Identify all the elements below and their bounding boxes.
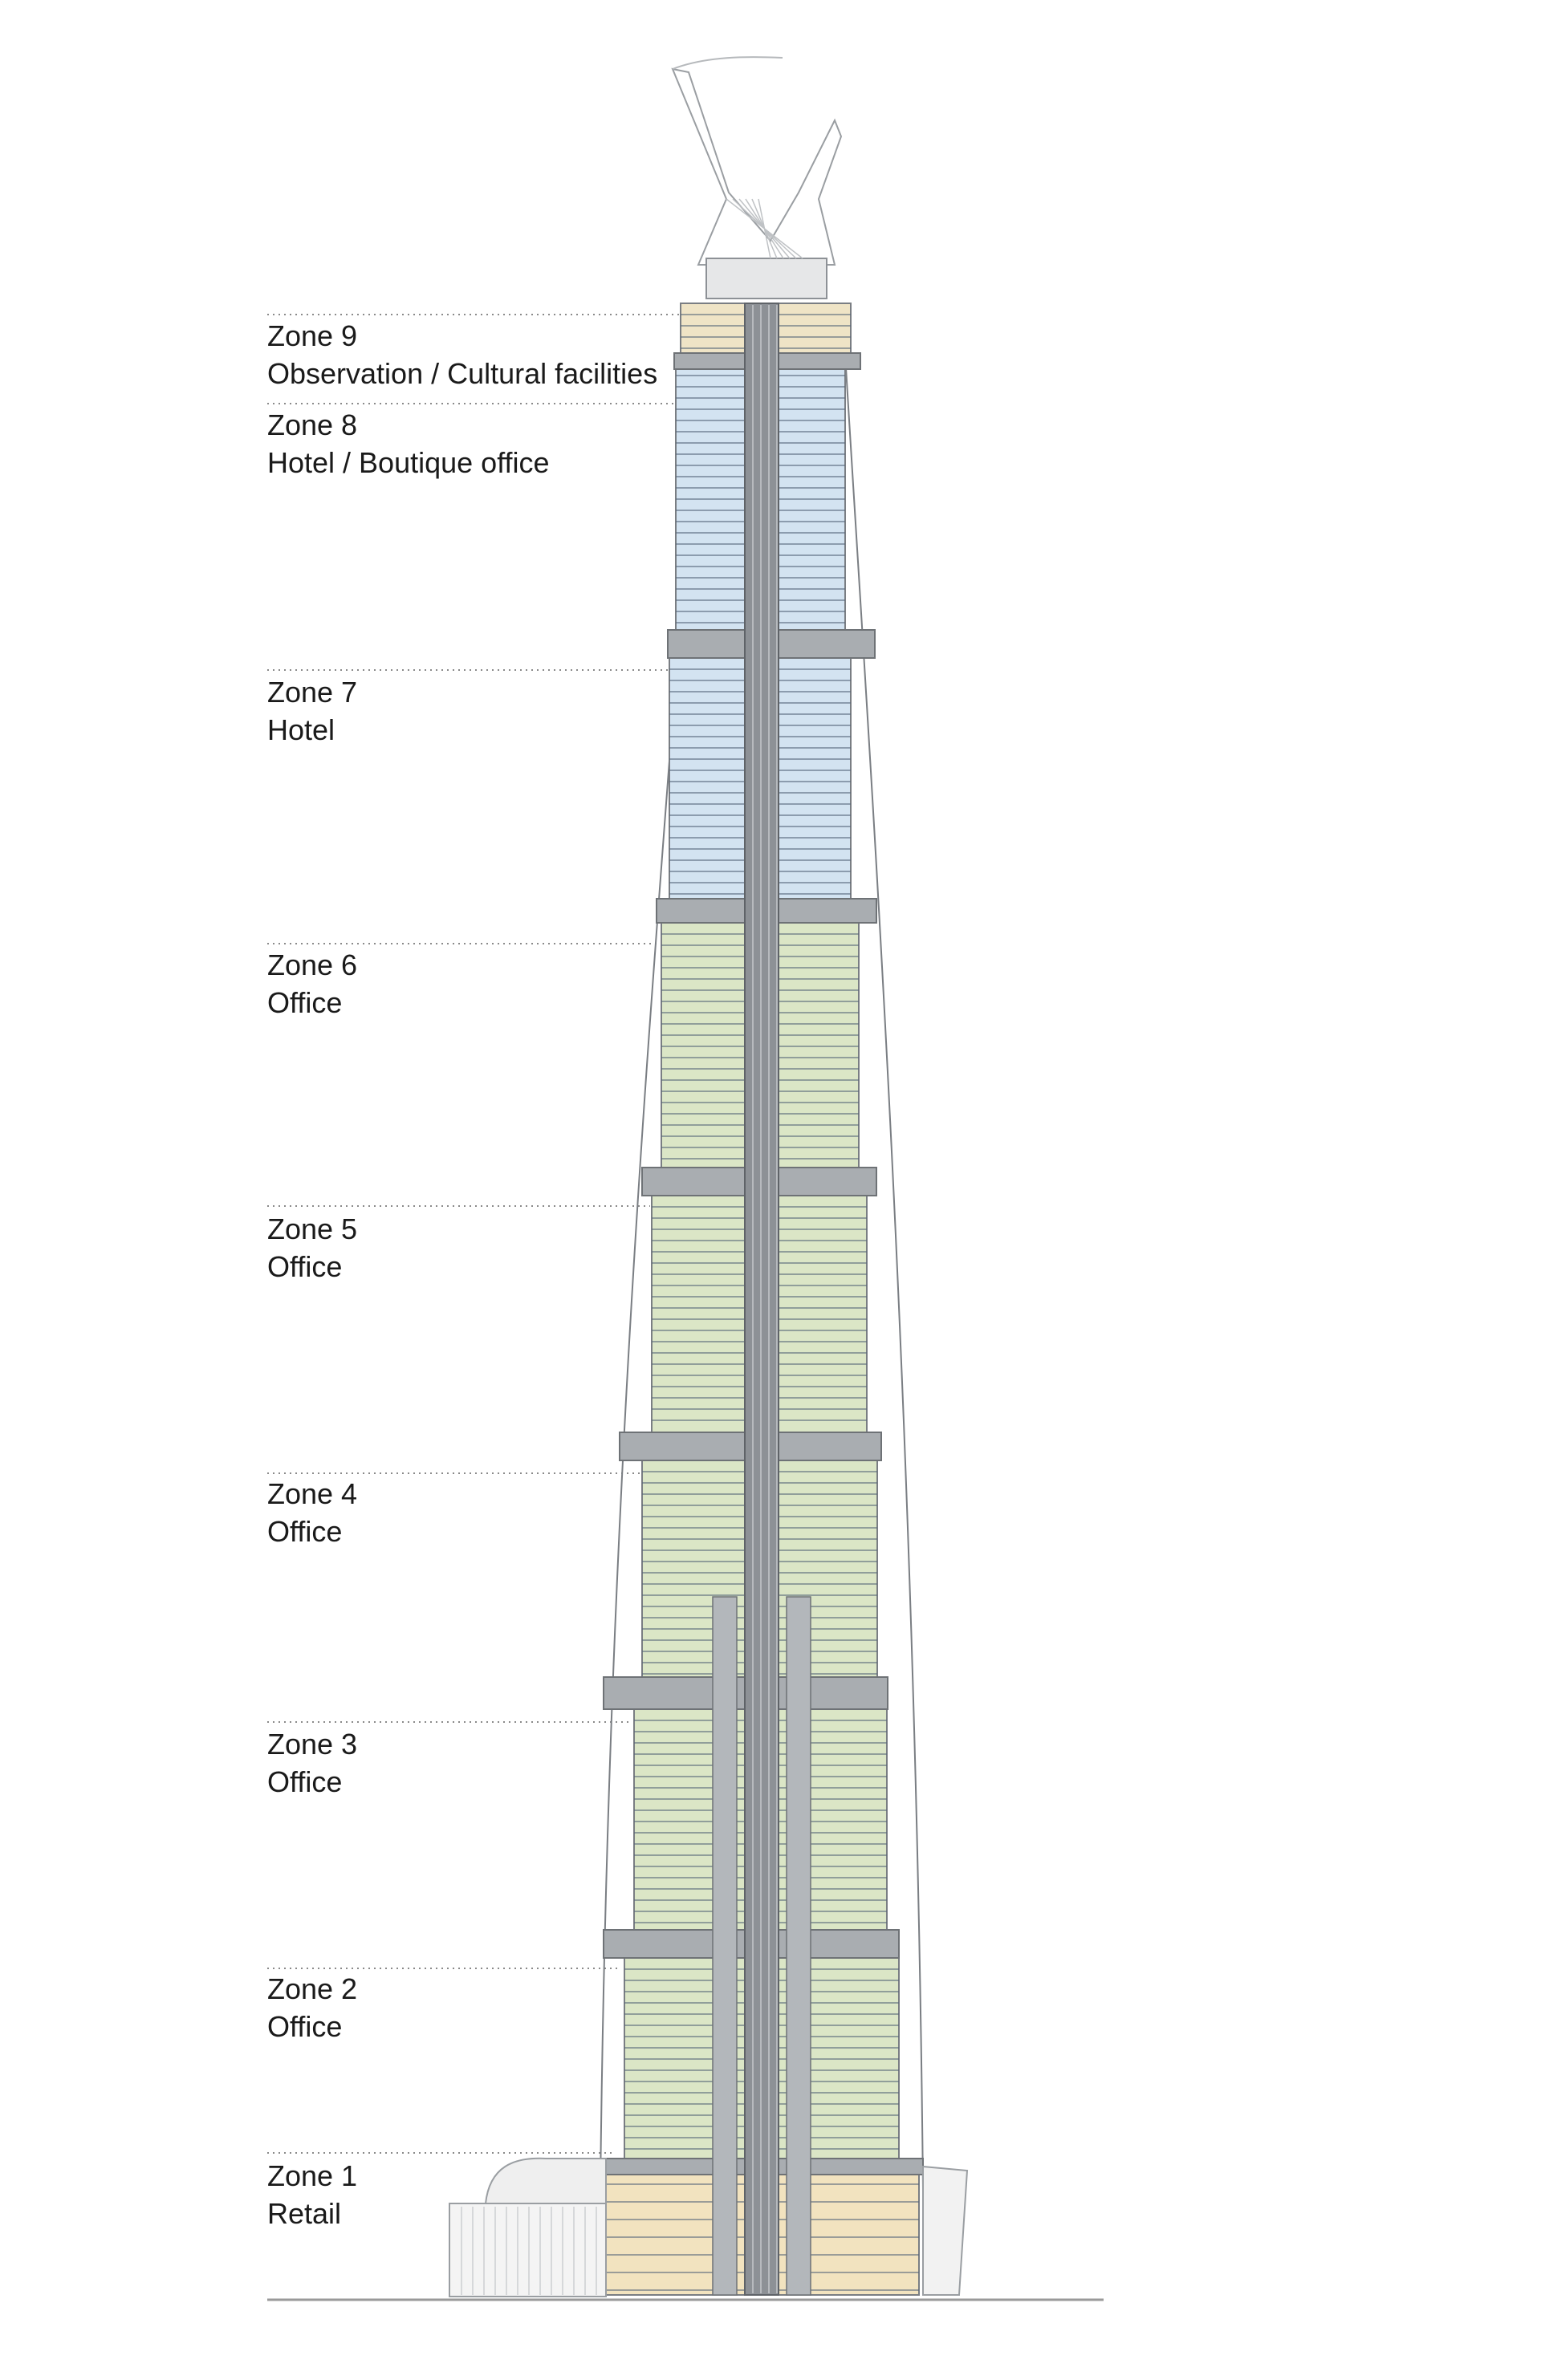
zone-7-name: Zone 7: [267, 676, 358, 709]
zone-8-name: Zone 8: [267, 408, 358, 441]
zone-2-name: Zone 2: [267, 1972, 358, 2005]
entrance-canopy: [923, 2167, 967, 2295]
zone-3-name: Zone 3: [267, 1728, 358, 1761]
zone-labels: [267, 319, 657, 2230]
zone-6-use: Office: [267, 986, 343, 1019]
central-core: [745, 303, 779, 2295]
zone-3-use: Office: [267, 1765, 343, 1798]
zone-1-use: Retail: [267, 2197, 342, 2230]
zone-1-name: Zone 1: [267, 2159, 358, 2192]
zone-2-use: Office: [267, 2010, 343, 2043]
zone-7-use: Hotel: [267, 713, 335, 746]
elevator-shaft-right: [787, 1597, 811, 2295]
podium-dome: [486, 2159, 606, 2203]
tower-elevation: [449, 57, 967, 2297]
zone-5-use: Office: [267, 1250, 343, 1283]
crown-truss: [673, 69, 841, 265]
zone-4-name: Zone 4: [267, 1477, 358, 1510]
zone-6-name: Zone 6: [267, 948, 358, 981]
crown-platform: [706, 258, 827, 299]
zone-9-name: Zone 9: [267, 319, 358, 352]
crown-arc: [673, 57, 783, 69]
zone-8-use: Hotel / Boutique office: [267, 446, 550, 479]
zone-9-use: Observation / Cultural facilities: [267, 357, 658, 390]
elevator-shaft-left: [713, 1597, 737, 2295]
zone-4-use: Office: [267, 1515, 343, 1548]
zone-5-name: Zone 5: [267, 1212, 358, 1245]
